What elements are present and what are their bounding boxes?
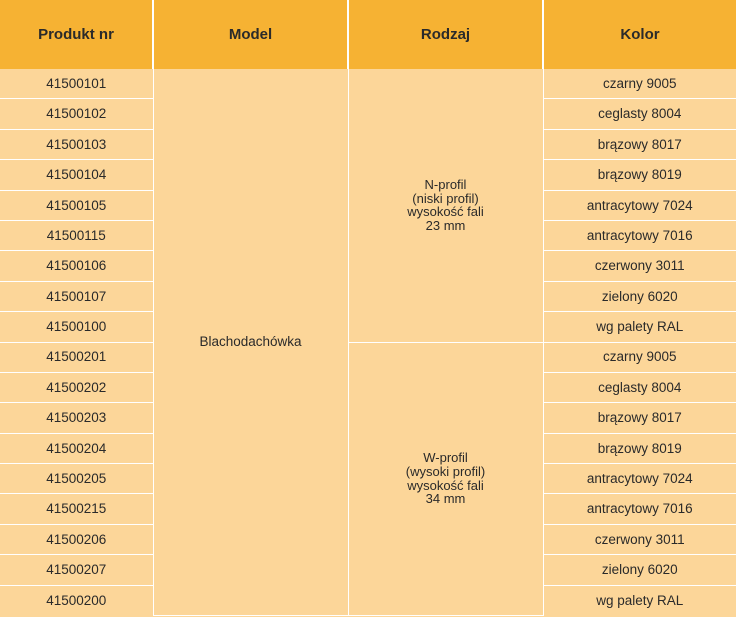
color-cell: brązowy 8017 xyxy=(543,403,736,433)
color-cell: antracytowy 7024 xyxy=(543,464,736,494)
product-number-cell: 41500202 xyxy=(0,372,153,402)
product-number-cell: 41500115 xyxy=(0,220,153,250)
product-number-cell: 41500101 xyxy=(0,69,153,99)
color-cell: czerwony 3011 xyxy=(543,251,736,281)
product-number-cell: 41500107 xyxy=(0,281,153,311)
product-number-cell: 41500206 xyxy=(0,524,153,554)
product-number-cell: 41500103 xyxy=(0,129,153,159)
color-cell: wg palety RAL xyxy=(543,585,736,615)
product-number-cell: 41500204 xyxy=(0,433,153,463)
color-cell: ceglasty 8004 xyxy=(543,99,736,129)
table-row xyxy=(0,342,736,372)
product-number-cell: 41500205 xyxy=(0,464,153,494)
color-cell: wg palety RAL xyxy=(543,312,736,342)
color-cell: brązowy 8019 xyxy=(543,433,736,463)
product-number-cell: 41500200 xyxy=(0,585,153,615)
product-number-cell: 41500105 xyxy=(0,190,153,220)
color-cell: brązowy 8019 xyxy=(543,160,736,190)
color-cell: zielony 6020 xyxy=(543,555,736,585)
color-cell: antracytowy 7024 xyxy=(543,190,736,220)
table-row xyxy=(0,69,736,99)
product-number-cell: 41500102 xyxy=(0,99,153,129)
rodzaj-cell xyxy=(348,342,543,615)
color-cell: czerwony 3011 xyxy=(543,524,736,554)
product-number-cell: 41500100 xyxy=(0,312,153,342)
header-model: Model xyxy=(153,0,348,69)
color-cell: czarny 9005 xyxy=(543,342,736,372)
rodzaj-cell xyxy=(348,69,543,342)
table-header xyxy=(0,0,736,69)
product-number-cell: 41500203 xyxy=(0,403,153,433)
product-number-cell: 41500104 xyxy=(0,160,153,190)
rodzaj-line: 34 mm xyxy=(425,491,466,507)
color-cell: antracytowy 7016 xyxy=(543,220,736,250)
product-number-cell: 41500207 xyxy=(0,555,153,585)
product-number-cell: 41500106 xyxy=(0,251,153,281)
rodzaj-line: N-profil xyxy=(424,176,467,192)
product-number-cell: 41500215 xyxy=(0,494,153,524)
product-number-cell: 41500201 xyxy=(0,342,153,372)
color-cell: czarny 9005 xyxy=(543,69,736,99)
rodzaj-line: wysokość fali xyxy=(407,204,484,220)
header-row xyxy=(0,0,736,69)
table-body xyxy=(0,69,736,615)
model-cell: Blachodachówka xyxy=(153,69,348,615)
color-cell: antracytowy 7016 xyxy=(543,494,736,524)
rodzaj-line: (niski profil) xyxy=(412,190,479,206)
color-cell: ceglasty 8004 xyxy=(543,372,736,402)
color-cell: brązowy 8017 xyxy=(543,129,736,159)
rodzaj-line: wysokość fali xyxy=(407,477,484,493)
rodzaj-line: 23 mm xyxy=(425,217,466,233)
rodzaj-line: W-profil xyxy=(423,450,468,466)
header-rodzaj: Rodzaj xyxy=(348,0,543,69)
color-cell: zielony 6020 xyxy=(543,281,736,311)
rodzaj-line: (wysoki profil) xyxy=(405,463,486,479)
header-produkt-nr: Produkt nr xyxy=(0,0,153,69)
header-kolor: Kolor xyxy=(543,0,736,69)
